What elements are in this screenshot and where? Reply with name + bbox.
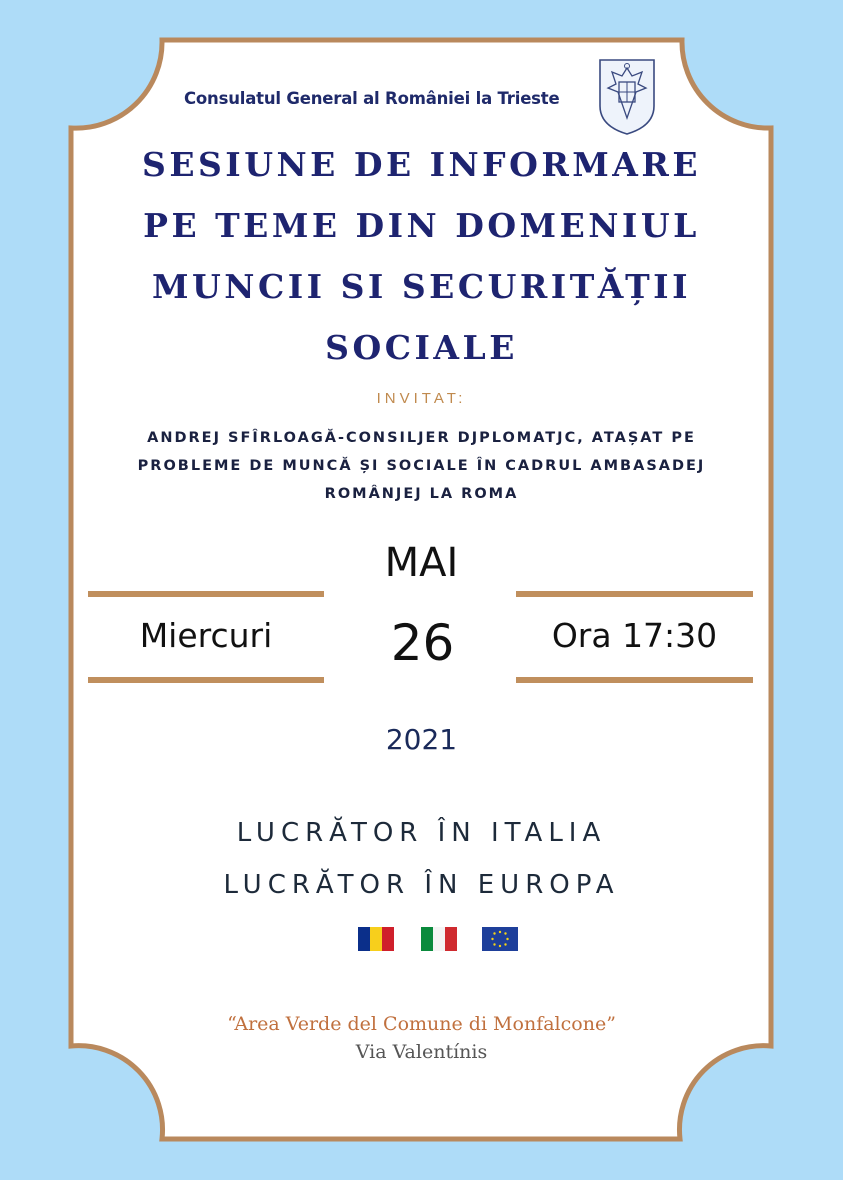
romanian-coat-of-arms-icon: [598, 58, 656, 136]
event-title-line-2: PE TEME DIN DOMENIUL: [143, 206, 700, 245]
guest-line-1: ANDREJ SFÎRLOAGĂ-CONSILJER DJPLOMATJC, ATAȘAT PE: [147, 430, 696, 446]
eu-flag-icon: [482, 927, 518, 951]
right-top-rule: [516, 591, 753, 597]
event-title-line-1: SESIUNE DE INFORMARE: [141, 145, 701, 184]
slogan-italy: LUCRĂTOR ÎN ITALIA: [236, 818, 607, 848]
left-top-rule: [88, 591, 324, 597]
romania-flag-icon: [358, 927, 394, 951]
venue-name: “Area Verde del Comune di Monfalcone”: [227, 1013, 616, 1035]
italy-flag-icon: [421, 927, 457, 951]
event-title-line-3: MUNCII SI SECURITĂȚII: [151, 267, 692, 306]
event-month: MAI: [384, 540, 459, 586]
guest-line-2: PROBLEME DE MUNCĂ ȘI SOCIALE ÎN CADRUL AMBASADEJ: [137, 458, 706, 474]
guest-line-3: ROMÂNJEJ LA ROMA: [324, 486, 519, 502]
event-day: 26: [390, 614, 455, 672]
left-bottom-rule: [88, 677, 324, 683]
right-bottom-rule: [516, 677, 753, 683]
event-time: Ora 17:30: [551, 616, 718, 655]
event-title-line-4: SOCIALE: [325, 328, 518, 367]
slogan-europe: LUCRĂTOR ÎN EUROPA: [223, 870, 620, 900]
venue-address: Via Valentínis: [355, 1041, 488, 1063]
guest-label: INVITAT:: [376, 390, 467, 407]
event-weekday: Miercuri: [139, 616, 273, 655]
event-year: 2021: [385, 723, 458, 756]
consulate-name: Consulatul General al României la Trieste: [184, 89, 560, 108]
